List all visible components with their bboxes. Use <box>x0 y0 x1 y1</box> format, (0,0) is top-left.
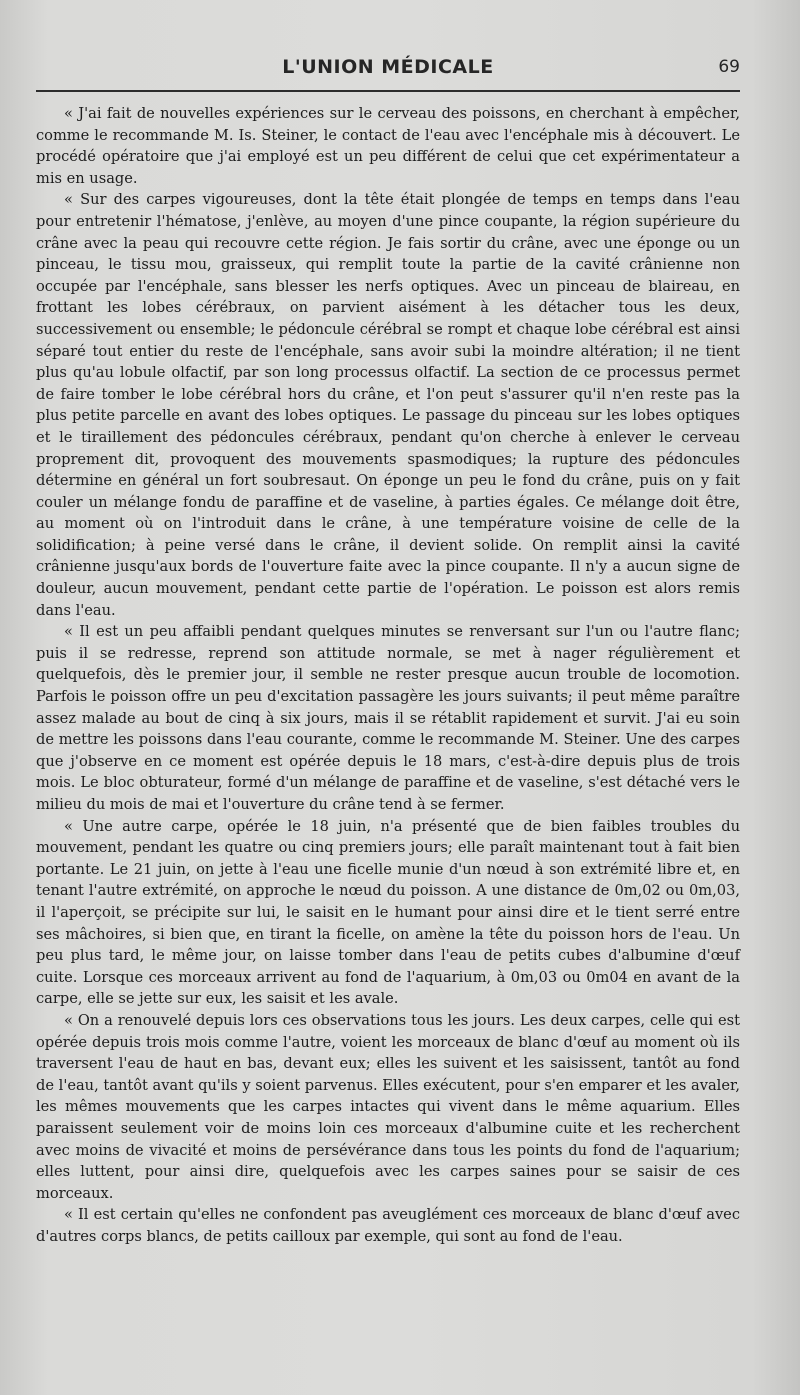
paragraph-5: « On a renouvelé depuis lors ces observations tous les jours. Les deux carpes, celle qui est opérée depuis trois mois comme l'autre, voient les morceaux de blanc d'œuf au moment où ils traversent l'eau de haut en bas, devant eux; elles les suivent et les saisissent, tantôt au fond de l'eau, tantôt avant qu'ils y soient parvenus. Elles exécutent, pour s'en emparer et les avaler, les mêmes mouvements que les carpes intactes qui vivent dans le même aquarium. Elles paraissent seulement voir de moins loin ces morceaux d'albumine cuite et les recherchent avec moins de vivacité et moins de persévérance dans tous les points du fond de l'aquarium; elles luttent, pour ainsi dire, quelquefois avec les carpes saines pour se saisir de ces morceaux. <box>36 1011 740 1202</box>
paragraph-6: « Il est certain qu'elles ne confondent pas aveuglément ces morceaux de blanc d'œuf avec d'autres corps blancs, de petits cailloux par exemple, qui sont au fond de l'eau. <box>36 1206 740 1245</box>
paragraph-4: « Une autre carpe, opérée le 18 juin, n'a présenté que de bien faibles troubles du mouvement, pendant les quatre ou cinq premiers jours; elle paraît maintenant tout à fait bien portante. Le 21 juin, on jette à l'eau une ficelle munie d'un nœud à son extrémité libre et, en tenant l'autre extrémité, on approche le nœud du poisson. A une distance de 0m,02 ou 0m,03, il l'aperçoit, se précipite sur lui, le saisit en le humant pour ainsi dire et le tient serré entre ses mâchoires, si bien que, en tirant la ficelle, on amène la tête du poisson hors de l'eau. Un peu plus tard, le même jour, on laisse tomber dans l'eau de petits cubes d'albumine d'œuf cuite. Lorsque ces morceaux arrivent au fond de l'aquarium, à 0m,03 ou 0m04 en avant de la carpe, elle se jette sur eux, les saisit et les avale. <box>36 817 740 1008</box>
page-header <box>36 56 740 84</box>
running-title: L'UNION MÉDICALE <box>282 56 494 78</box>
page-number: 69 <box>718 57 740 77</box>
article-body <box>36 103 740 1247</box>
header-rule <box>36 90 740 92</box>
paragraph-1: « J'ai fait de nouvelles expériences sur le cerveau des poissons, en cherchant à empêcher, comme le recommande M. Is. Steiner, le contact de l'eau avec l'encéphale mis à découvert. Le procédé opératoire que j'ai employé est un peu différent de celui que cet expérimentateur a mis en usage. <box>36 105 740 187</box>
paragraph-3: « Il est un peu affaibli pendant quelques minutes se renversant sur l'un ou l'autre flanc; puis il se redresse, reprend son attitude normale, se met à nager régulièrement et quelquefois, dès le premier jour, il semble ne rester presque aucun trouble de locomotion. Parfois le poisson offre un peu d'excitation passagère les jours suivants; il peut même paraître assez malade au bout de cinq à six jours, mais il se rétablit rapidement et survit. J'ai eu soin de mettre les poissons dans l'eau courante, comme le recommande M. Steiner. Une des carpes que j'observe en ce moment est opérée depuis le 18 mars, c'est-à-dire depuis plus de trois mois. Le bloc obturateur, formé d'un mélange de paraffine et de vaseline, s'est détaché vers le milieu du mois de mai et l'ouverture du crâne tend à se fermer. <box>36 623 740 813</box>
paragraph-2: « Sur des carpes vigoureuses, dont la tête était plongée de temps en temps dans l'eau pour entretenir l'hématose, j'enlève, au moyen d'une pince coupante, la région supérieure du crâne avec la peau qui recouvre cette région. Je fais sortir du crâne, avec une éponge ou un pinceau, le tissu mou, graisseux, qui remplit toute la partie de la cavité crânienne non occupée par l'encéphale, sans blesser les nerfs optiques. Avec un pinceau de blaireau, en frottant les lobes cérébraux, on parvient aisément à les détacher tous les deux, successivement ou ensemble; le pédoncule cérébral se rompt et chaque lobe cérébral est ainsi séparé tout entier du reste de l'encéphale, sans avoir subi la moindre altération; il ne tient plus qu'au lobule olfactif, par son long processus olfactif. La section de ce processus permet de faire tomber le lobe cérébral hors du crâne, et l'on peut s'assurer qu'il n'en reste pas la plus petite parcelle en avant des lobes optiques. Le passage du pinceau sur les lobes optiques et le tiraillement des pédoncules cérébraux, pendant qu'on cherche à enlever le cerveau proprement dit, provoquent des mouvements spasmodiques; la rupture des pédoncules détermine en général un fort soubresaut. On éponge un peu le fond du crâne, puis on y fait couler un mélange fondu de paraffine et de vaseline, à parties égales. Ce mélange doit être, au moment où on l'introduit dans le crâne, à une température voisine de celle de la solidification; à peine versé dans le crâne, il devient solide. On remplit ainsi la cavité crânienne jusqu'aux bords de l'ouverture faite avec la pince coupante. Il n'y a aucun signe de douleur, aucun mouvement, pendant cette partie de l'opération. Le poisson est alors remis dans l'eau. <box>36 191 740 619</box>
